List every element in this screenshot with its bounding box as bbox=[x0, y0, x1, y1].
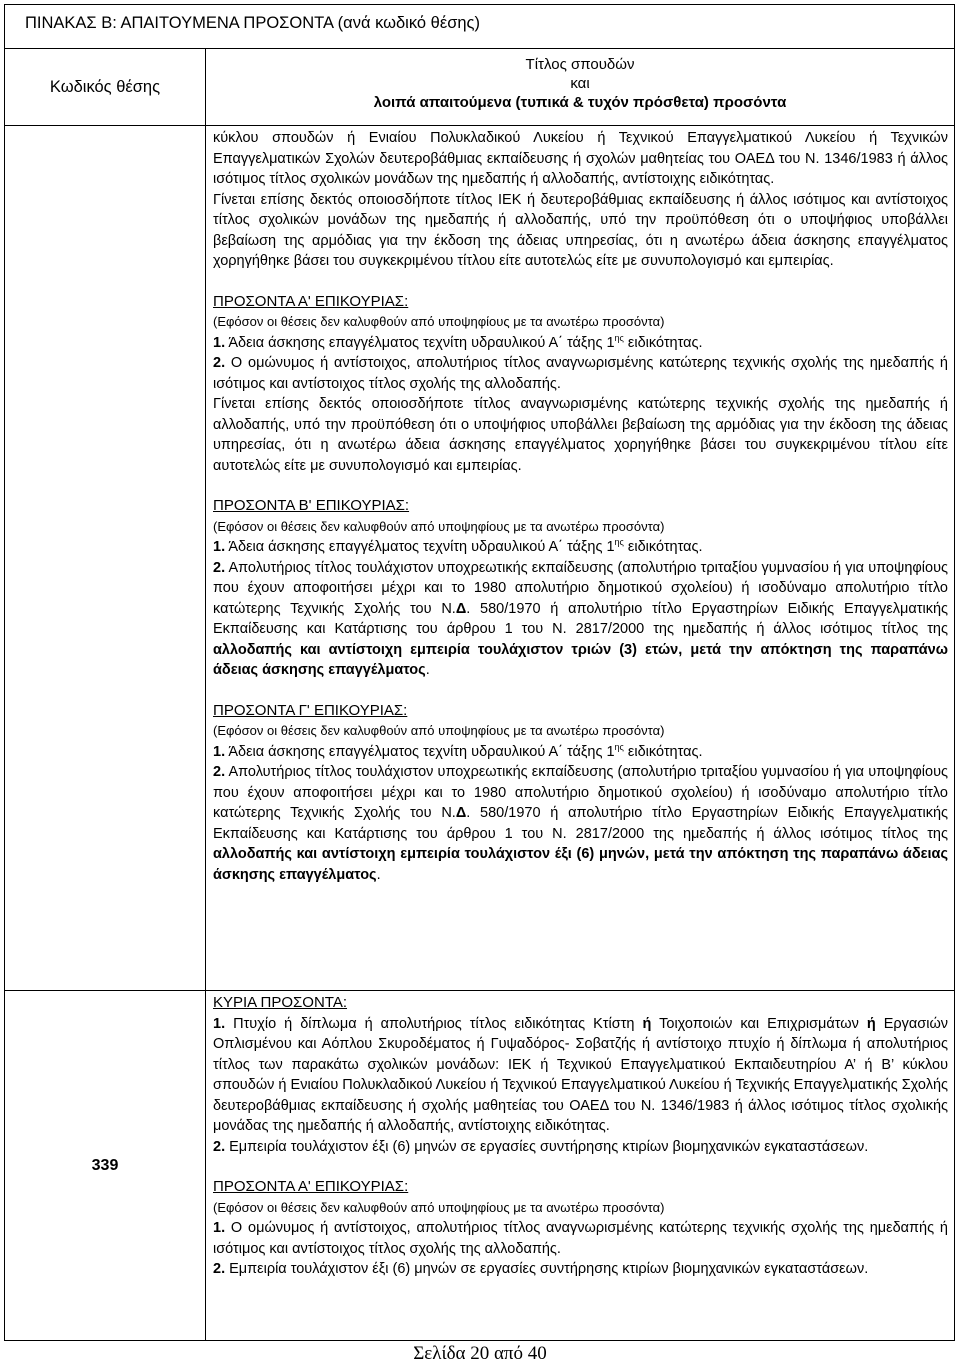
list-item: 2. Εμπειρία τουλάχιστον έξι (6) μηνών σε εργασίες συντήρησης κτιρίων βιομηχανικών εγκαταστάσεων. bbox=[213, 1261, 869, 1277]
section-heading: ΠΡΟΣΟΝΤΑ Α' ΕΠΙΚΟΥΡΙΑΣ: bbox=[213, 292, 409, 310]
header-title-line3: λοιπά απαιτούμενα (τυπικά & τυχόν πρόσθετα) προσόντα bbox=[373, 94, 787, 111]
header-title-line1: Τίτλος σπουδών bbox=[525, 56, 635, 73]
section-note: (Εφόσον οι θέσεις δεν καλυφθούν από υποψηφίους με τα ανωτέρω προσόντα) bbox=[213, 518, 665, 534]
list-item: 1. Πτυχίο ή δίπλωμα ή απολυτήριος τίτλος ειδικότητας Κτίστη ή Τοιχοποιών και Επιχρισμάτων ή Εργασιών Οπλισμένου και Αόπλου Σκυροδέματος ή Γυψαδόρος- Σοβατζής ή αντίστοιχο πτυχίο ή δίπλωμα ή απολυτήριος τίτλος των παρακάτω σχολικών μονάδων: ΙΕΚ ή Τεχνικού Επαγγελματικού Εκπαιδευτηρίου Α’ ή Β’ κύκλου σπουδών ή Ενιαίου Πολυκλαδικού Λυκείου ή Τεχνικού Επαγγελματικού Λυκείου ή Τεχνικής Επαγγελματικής Σχολής δευτεροβάθμιας εκπαίδευσης ή σχολής μαθητείας του ΟΑΕΔ του Ν. 1346/1983 ή άλλος ισότιμος τίτλος σχολικής μονάδας της ημεδαπής ή αλλοδαπής, αντίστοιχης ειδικότητας. bbox=[213, 1015, 949, 1134]
list-item: 1. Άδεια άσκησης επαγγέλματος τεχνίτη υδραυλικού Α΄ τάξης $1^{\eta\varsigma}$ ειδικότητας. bbox=[213, 537, 703, 555]
qualifications-cell bbox=[206, 126, 955, 991]
section-note: (Εφόσον οι θέσεις δεν καλυφθούν από υποψηφίους με τα ανωτέρω προσόντα) bbox=[213, 723, 665, 738]
list-item: 2. Εμπειρία τουλάχιστον έξι (6) μηνών σε εργασίες συντήρησης κτιρίων βιομηχανικών εγκαταστάσεων. bbox=[213, 1138, 869, 1155]
table-row bbox=[5, 991, 955, 1341]
section-heading: ΚΥΡΙΑ ΠΡΟΣΟΝΤΑ: bbox=[213, 994, 348, 1011]
header-code: Κωδικός θέσης bbox=[5, 49, 206, 126]
position-code bbox=[5, 126, 206, 991]
header-title-line2: και bbox=[570, 75, 590, 92]
requirements-table bbox=[4, 4, 955, 1341]
list-item: 1. Άδεια άσκησης επαγγέλματος τεχνίτη υδραυλικού Α΄ τάξης $1^{\eta\varsigma}$ ειδικότητας. bbox=[213, 332, 703, 351]
list-item: 1. Άδεια άσκησης επαγγέλματος τεχνίτη υδραυλικού Α΄ τάξης $1^{\eta\varsigma}$ ειδικότητας. bbox=[213, 741, 703, 760]
section-note: (Εφόσον οι θέσεις δεν καλυφθούν από υποψηφίους με τα ανωτέρω προσόντα) bbox=[213, 1199, 665, 1215]
list-item: 1. Ο ομώνυμος ή αντίστοιχος, απολυτήριος τίτλος αναγνωρισμένης κατώτερης τεχνικής σχολής της ημεδαπής ή ισότιμος και αντίστοιχος τίτλος σχολής της αλλοδαπής. bbox=[213, 1220, 948, 1257]
list-item: 2. Απολυτήριος τίτλος τουλάχιστον υποχρεωτικής εκπαίδευσης (απολυτήριο τριταξίου γυμνασίου ή για υποψηφίους που έχουν αποφοιτήσει μέχρι και το 1980 απολυτήριο δημοτικού σχολείου) ή ισοδύναμο απολυτήριο τίτλο κατώτερης Τεχνικής Σχολής του Ν.Δ. 580/1970 ή απολυτήριο τίτλο Εργαστηρίων Ειδικής Επαγγελματικής Εκπαίδευσης και Κατάρτισης του άρθρου 1 του Ν. 2817/2000 της ημεδαπής ή άλλος ισότιμος τίτλος της αλλοδαπής και αντίστοιχη εμπειρία τουλάχιστον έξι (6) μηνών, μετά την απόκτηση της παραπάνω άδειας άσκησης επαγγέλματος. bbox=[213, 764, 948, 883]
table-title-row bbox=[5, 5, 955, 49]
requirements-table-page bbox=[4, 4, 955, 1339]
list-item: 2. Απολυτήριος τίτλος τουλάχιστον υποχρεωτικής εκπαίδευσης (απολυτήριο τριταξίου γυμνασίου ή για υποψηφίους που έχουν αποφοιτήσει μέχρι και το 1980 απολυτήριο δημοτικού σχολείου) ή ισοδύναμο απολυτήριο τίτλο κατώτερης Τεχνικής Σχολής του Ν.Δ. 580/1970 ή απολυτήριο τίτλο Εργαστηρίων Ειδικής Επαγγελματικής Εκπαίδευσης και Κατάρτισης του άρθρου 1 του Ν. 2817/2000 της ημεδαπής ή άλλος ισότιμος τίτλος της αλλοδαπής και αντίστοιχη εμπειρία τουλάχιστον τριών (3) ετών, μετά την απόκτηση της παραπάνω άδειας άσκησης επαγγέλματος. bbox=[213, 559, 948, 678]
paragraph: Γίνεται επίσης δεκτός οποιοσδήποτε τίτλος αναγνωρισμένης κατώτερης τεχνικής σχολής της ημεδαπής ή αλλοδαπής, υπό την προϋπόθεση ότι ο υποψήφιος υποβάλλει βεβαίωση της αρμόδιας για την έκδοση της άδειας υπηρεσίας, ότι η ανωτέρω άδεια άσκησης επαγγέλματος χορηγήθηκε βάσει του συγκεκριμένου τίτλου είτε αυτοτελώς είτε με συνυπολογισμό και εμπειρίας. bbox=[213, 396, 948, 474]
table-title: ΠΙΝΑΚΑΣ Β: ΑΠΑΙΤΟΥΜΕΝΑ ΠΡΟΣΟΝΤΑ (ανά κωδικό θέσης) bbox=[5, 5, 955, 49]
qualifications-cell bbox=[206, 991, 955, 1341]
position-code: 339 bbox=[5, 991, 206, 1341]
section-heading: ΠΡΟΣΟΝΤΑ Α' ΕΠΙΚΟΥΡΙΑΣ: bbox=[213, 1178, 409, 1195]
table-row bbox=[5, 126, 955, 991]
table-header-row bbox=[5, 49, 955, 126]
section-heading: ΠΡΟΣΟΝΤΑ Β' ΕΠΙΚΟΥΡΙΑΣ: bbox=[213, 497, 410, 514]
header-qualifications bbox=[206, 49, 955, 126]
page-footer: Σελίδα 20 από 40 bbox=[413, 1343, 547, 1364]
section-heading: ΠΡΟΣΟΝΤΑ Γ' ΕΠΙΚΟΥΡΙΑΣ: bbox=[213, 701, 408, 719]
section-note: (Εφόσον οι θέσεις δεν καλυφθούν από υποψηφίους με τα ανωτέρω προσόντα) bbox=[213, 314, 665, 329]
paragraph: Γίνεται επίσης δεκτός οποιοσδήποτε τίτλος ΙΕΚ ή δευτεροβάθμιας εκπαίδευσης ή άλλος ισότιμος και αντίστοιχος τίτλος σχολικών μονάδων της ημεδαπής ή αλλοδαπής, υπό την προϋπόθεση ότι ο υποψήφιος υποβάλλει βεβαίωση της αρμόδιας για την έκδοση της άδειας υπηρεσίας, ότι η ανωτέρω άδεια άσκησης επαγγέλματος χορηγήθηκε βάσει του συγκεκριμένου τίτλου είτε αυτοτελώς είτε με συνυπολογισμό και εμπειρίας. bbox=[213, 191, 948, 269]
list-item: 2. Ο ομώνυμος ή αντίστοιχος, απολυτήριος τίτλος αναγνωρισμένης κατώτερης τεχνικής σχολής της ημεδαπής ή ισότιμος και αντίστοιχος τίτλος σχολής της αλλοδαπής. bbox=[213, 355, 948, 392]
paragraph: κύκλου σπουδών ή Ενιαίου Πολυκλαδικού Λυκείου ή Τεχνικού Επαγγελματικού Λυκείου ή Τεχνικών Επαγγελματικών Σχολών δευτεροβάθμιας εκπαίδευσης ή σχολών μαθητείας του ΟΑΕΔ του Ν. 1346/1983 ή άλλος ισότιμος τίτλος σχολικών μονάδων της ημεδαπής ή αλλοδαπής, αντίστοιχης ειδικότητας. bbox=[213, 130, 948, 187]
